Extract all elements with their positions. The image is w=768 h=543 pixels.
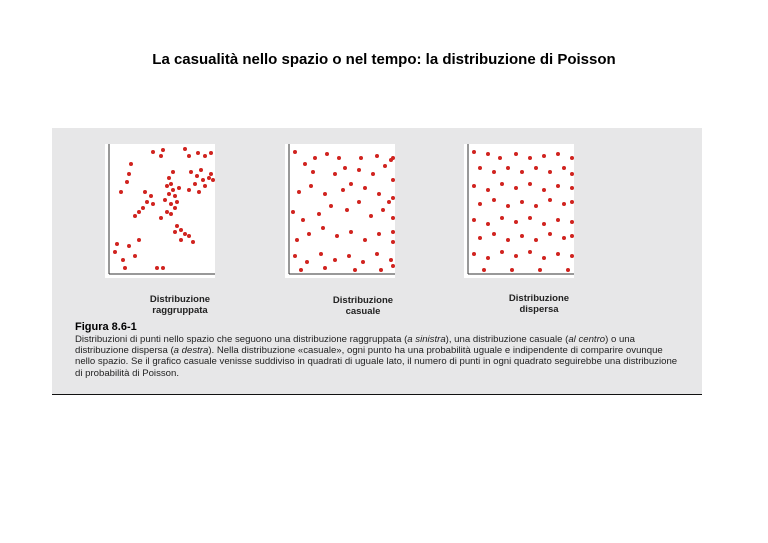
dot — [187, 154, 191, 158]
dot — [520, 200, 524, 204]
dot — [528, 156, 532, 160]
dot — [303, 162, 307, 166]
dot — [305, 260, 309, 264]
figure-number: Figura 8.6-1 — [75, 321, 137, 333]
dot — [293, 254, 297, 258]
dot — [528, 216, 532, 220]
dot — [137, 238, 141, 242]
dot — [187, 188, 191, 192]
plot-clumped — [105, 144, 215, 278]
dot — [357, 168, 361, 172]
dot — [359, 156, 363, 160]
dot — [391, 264, 395, 268]
dot — [149, 194, 153, 198]
dot — [500, 182, 504, 186]
dot — [173, 194, 177, 198]
label-line: Distribuzione — [149, 294, 211, 305]
dot — [171, 188, 175, 192]
dot — [183, 147, 187, 151]
dot — [133, 214, 137, 218]
dot — [159, 216, 163, 220]
dot — [295, 238, 299, 242]
dot — [482, 268, 486, 272]
dot — [381, 208, 385, 212]
dot — [133, 254, 137, 258]
dot — [383, 164, 387, 168]
dot — [570, 234, 574, 238]
dot — [514, 152, 518, 156]
dot — [161, 148, 165, 152]
dot — [169, 182, 173, 186]
dot — [119, 190, 123, 194]
dot — [189, 170, 193, 174]
dot — [472, 252, 476, 256]
dot — [391, 240, 395, 244]
dot — [191, 240, 195, 244]
dot — [341, 188, 345, 192]
plot-dispersed-svg — [464, 144, 574, 278]
dot — [311, 170, 315, 174]
dot — [325, 152, 329, 156]
label-clumped — [120, 294, 240, 316]
dot — [520, 170, 524, 174]
dot — [291, 210, 295, 214]
dot — [528, 250, 532, 254]
dot — [175, 200, 179, 204]
label-line: raggruppata — [152, 305, 208, 316]
dot — [389, 258, 393, 262]
dot — [472, 184, 476, 188]
dot — [167, 192, 171, 196]
dot — [321, 226, 325, 230]
dot — [193, 182, 197, 186]
dots-dispersed — [472, 150, 574, 272]
dot — [209, 172, 213, 176]
dot — [570, 220, 574, 224]
dot — [379, 268, 383, 272]
dot — [548, 170, 552, 174]
dot — [492, 232, 496, 236]
dot — [377, 232, 381, 236]
dot — [542, 154, 546, 158]
plot-random-svg — [285, 144, 395, 278]
dot — [375, 154, 379, 158]
dot — [498, 156, 502, 160]
dot — [173, 206, 177, 210]
dot — [165, 184, 169, 188]
dot — [329, 204, 333, 208]
dot — [317, 212, 321, 216]
dot — [570, 200, 574, 204]
caption-italic: al centro — [568, 334, 606, 345]
dot — [363, 186, 367, 190]
dot — [343, 166, 347, 170]
caption-italic: a destra — [173, 345, 209, 357]
figure — [52, 128, 702, 394]
dot — [207, 176, 211, 180]
dot — [570, 254, 574, 258]
dot — [570, 156, 574, 160]
dot — [548, 198, 552, 202]
dot — [500, 250, 504, 254]
dot — [353, 268, 357, 272]
dot — [566, 268, 570, 272]
dot — [472, 150, 476, 154]
dot — [211, 178, 215, 182]
dot — [127, 244, 131, 248]
dot — [345, 208, 349, 212]
dot — [123, 266, 127, 270]
dot — [556, 218, 560, 222]
dot — [514, 220, 518, 224]
dot — [562, 202, 566, 206]
dot — [199, 168, 203, 172]
dot — [169, 202, 173, 206]
dot — [556, 184, 560, 188]
dot — [391, 216, 395, 220]
dot — [349, 182, 353, 186]
dot — [391, 156, 395, 160]
dots-random — [291, 150, 395, 272]
dot — [478, 166, 482, 170]
dots-clumped — [113, 147, 215, 270]
dot — [201, 178, 205, 182]
dot — [492, 170, 496, 174]
dot — [333, 172, 337, 176]
dot — [151, 150, 155, 154]
dot — [323, 266, 327, 270]
plot-clumped-svg — [105, 144, 215, 278]
dot — [548, 232, 552, 236]
dot — [309, 184, 313, 188]
dot — [179, 228, 183, 232]
dot — [197, 190, 201, 194]
label-line: casuale — [345, 306, 381, 317]
dot — [556, 252, 560, 256]
dot — [562, 236, 566, 240]
dot — [173, 230, 177, 234]
dot — [127, 172, 131, 176]
dot — [337, 156, 341, 160]
dot — [361, 260, 365, 264]
dot — [534, 238, 538, 242]
dot — [319, 252, 323, 256]
dot — [520, 234, 524, 238]
dot — [486, 222, 490, 226]
dot — [137, 210, 141, 214]
dot — [175, 224, 179, 228]
dot — [506, 204, 510, 208]
dot — [538, 268, 542, 272]
dot — [167, 176, 171, 180]
dot — [387, 200, 391, 204]
dot — [478, 202, 482, 206]
dot — [369, 214, 373, 218]
dot — [151, 202, 155, 206]
dot — [478, 236, 482, 240]
dot — [113, 250, 117, 254]
dot — [159, 154, 163, 158]
dot — [115, 242, 119, 246]
label-line: Distribuzione — [508, 293, 570, 304]
dot — [528, 182, 532, 186]
dot — [203, 184, 207, 188]
dot — [196, 151, 200, 155]
dot — [171, 170, 175, 174]
dot — [141, 206, 145, 210]
dot — [486, 152, 490, 156]
dot — [313, 156, 317, 160]
dot — [155, 266, 159, 270]
caption-text: ), una distribuzione casuale ( — [445, 334, 569, 345]
dot — [297, 190, 301, 194]
dot — [161, 266, 165, 270]
dot — [514, 254, 518, 258]
dot — [301, 218, 305, 222]
dot — [121, 258, 125, 262]
dot — [335, 234, 339, 238]
dot — [542, 256, 546, 260]
label-dispersed — [479, 293, 599, 315]
dot — [542, 188, 546, 192]
label-random — [303, 295, 423, 317]
plot-random — [285, 144, 395, 278]
dot — [357, 200, 361, 204]
dot — [391, 178, 395, 182]
dot — [145, 200, 149, 204]
plot-dispersed — [464, 144, 574, 278]
divider — [52, 394, 702, 395]
dot — [347, 254, 351, 258]
dot — [391, 196, 395, 200]
dot — [500, 216, 504, 220]
label-line: dispersa — [519, 304, 559, 315]
dot — [562, 166, 566, 170]
dot — [486, 188, 490, 192]
dot — [534, 166, 538, 170]
dot — [375, 252, 379, 256]
dot — [391, 230, 395, 234]
dot — [183, 232, 187, 236]
dot — [307, 232, 311, 236]
label-line: Distribuzione — [332, 295, 394, 306]
dot — [486, 256, 490, 260]
dot — [163, 198, 167, 202]
dot — [542, 222, 546, 226]
dot — [129, 162, 133, 166]
dot — [506, 166, 510, 170]
dot — [143, 190, 147, 194]
dot — [209, 151, 213, 155]
caption-italic: a sinistra — [407, 334, 446, 345]
dot — [371, 172, 375, 176]
dot — [510, 268, 514, 272]
dot — [363, 238, 367, 242]
dot — [570, 186, 574, 190]
dot — [377, 192, 381, 196]
dot — [125, 180, 129, 184]
caption-text: Distribuzioni di punti nello spazio che seguono una distribuzione raggruppata ( — [75, 334, 408, 345]
caption-text: ) o una distribuzione dispersa ( — [75, 334, 635, 357]
dot — [187, 234, 191, 238]
dot — [472, 218, 476, 222]
dot — [349, 230, 353, 234]
dot — [534, 204, 538, 208]
dot — [169, 212, 173, 216]
dot — [556, 152, 560, 156]
dot — [165, 210, 169, 214]
dot — [514, 186, 518, 190]
dot — [333, 258, 337, 262]
figure-caption — [75, 334, 685, 379]
dot — [492, 198, 496, 202]
dot — [570, 172, 574, 176]
dot — [506, 238, 510, 242]
dot — [299, 268, 303, 272]
dot — [293, 150, 297, 154]
dot — [179, 238, 183, 242]
page-title: La casualità nello spazio o nel tempo: la distribuzione di Poisson — [152, 51, 616, 68]
dot — [323, 192, 327, 196]
dot — [177, 186, 181, 190]
dot — [203, 154, 207, 158]
caption-text: ). Nella distribuzione «casuale», ogni punto ha una probabilità uguale e indipendente di comparire ovunque nello spazio. Se il grafico casuale venisse suddiviso in quadrati di uguale lato, il numero di punti in ogni quadrato seguirebbe una distribuzione di probabilità di Poisson. — [75, 345, 678, 379]
dot — [195, 174, 199, 178]
